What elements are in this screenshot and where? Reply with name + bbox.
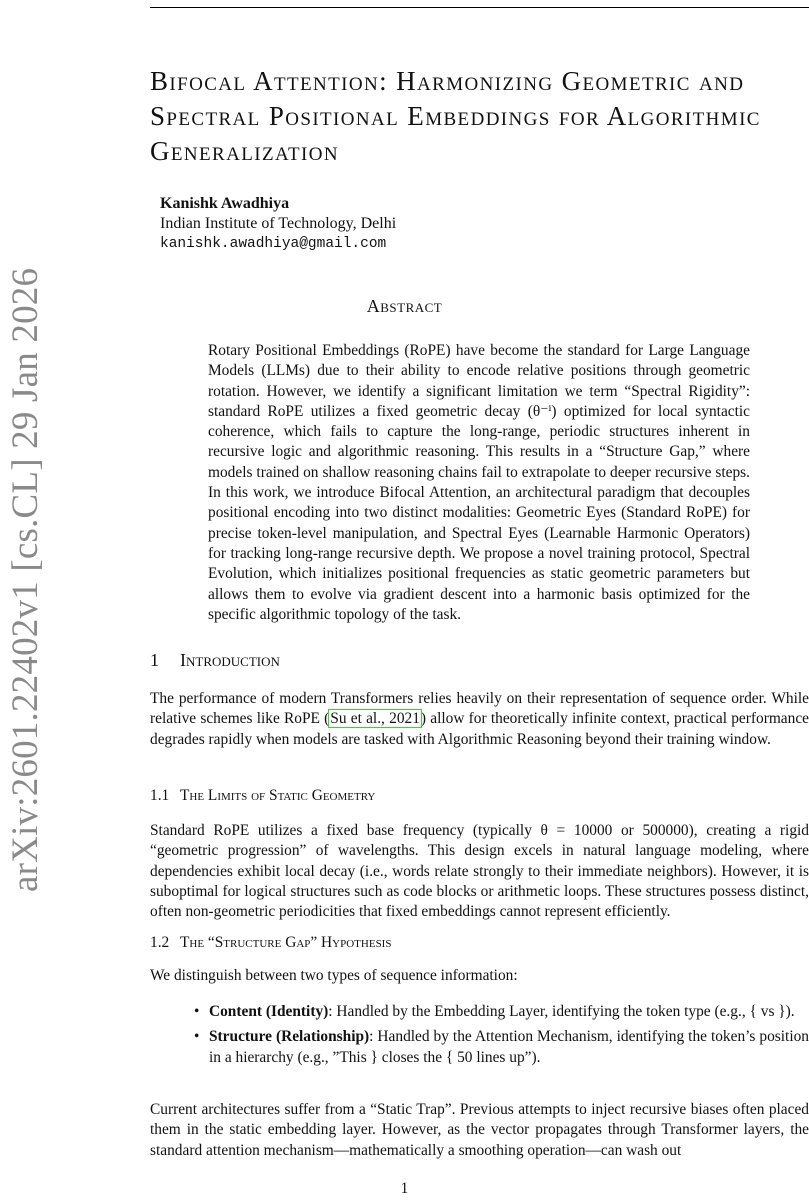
author-name: Kanishk Awadhiya [160, 195, 290, 212]
arxiv-identifier-stamp: arXiv:2601.22402v1 [cs.CL] 29 Jan 2026 [5, 267, 46, 892]
introduction-paragraph [150, 689, 809, 750]
structure-gap-bullets [150, 1002, 809, 1073]
header-rule [150, 7, 809, 8]
section-1-2-intro: We distinguish between two types of sequence information: [150, 967, 518, 984]
author-email[interactable]: kanishk.awadhiya@gmail.com [160, 236, 387, 252]
section-1-2-number: 1.2 [150, 934, 170, 951]
intro-text-after-cite: ) allow for theoretically infinite context, practical performance degrades rapidly when models are tasked with Algorithmic Reasoning beyond their training window. [150, 710, 809, 748]
section-1-1-heading [150, 787, 375, 805]
section-1-1-number: 1.1 [150, 787, 170, 804]
section-1-1-title: The Limits of Static Geometry [180, 787, 376, 804]
bullet-dot-icon: • [194, 1028, 200, 1046]
section-1-2-heading [150, 934, 391, 952]
section-1-number: 1 [150, 650, 159, 670]
abstract-heading: Abstract [366, 296, 443, 316]
section-1-1-paragraph: Standard RoPE utilizes a fixed base frequency (typically θ = 10000 or 500000), creating a rigid “geometric progression” of wavelengths. This design excels in natural language modeling, where dependencies exhibit local decay (i.e., words relate strongly to their immediate neighbors). However, it is suboptimal for logical structures such as code blocks or arithmetic loops. These structures possess distinct, often non-geometric periodicities that fixed embeddings cannot represent efficiently. [150, 822, 809, 921]
list-item [150, 1002, 809, 1022]
page-number: 1 [400, 1180, 409, 1197]
bullet-term: Structure (Relationship) [209, 1028, 370, 1046]
section-1-2-closing-paragraph: Current architectures suffer from a “Static Trap”. Previous attempts to inject recursive biases often placed them in the static embedding layer. However, as the vector propagates through Transformer layers, the standard attention mechanism—mathematically a smoothing operation—can wash out [150, 1101, 809, 1159]
list-item [150, 1027, 809, 1068]
intro-text-before-cite: The performance of modern Transformers relies heavily on their representation of sequence order. While relative schemes like RoPE ( [150, 690, 809, 728]
section-1-2-title: The “Structure Gap” Hypothesis [180, 934, 392, 951]
bullet-term: Content (Identity) [209, 1003, 329, 1020]
bullet-dot-icon: • [194, 1003, 200, 1020]
section-1-title: Introduction [180, 650, 280, 670]
abstract-text: Rotary Positional Embeddings (RoPE) have become the standard for Large Language Models (LLMs) due to their ability to encode relative positions through geometric rotation. However, we identify a significant limitation we term “Spectral Rigidity”: standard RoPE utilizes a fixed geometric decay (θ⁻ⁱ) optimized for local syntactic coherence, which fails to capture the long-range, periodic structures inherent in recursive logic and algorithmic reasoning. This results in a “Structure Gap,” where models trained on shallow reasoning chains fail to extrapolate to deeper recursive steps. In this work, we introduce Bifocal Attention, an architectural paradigm that decouples positional encoding into two distinct modalities: Geometric Eyes (Standard RoPE) for precise token-level manipulation, and Spectral Eyes (Learnable Harmonic Operators) for tracking long-range recursive depth. We propose a novel training protocol, Spectral Evolution, which initializes positional frequencies as static geometric parameters but allows them to evolve via gradient descent into a harmonic basis optimized for the specific algorithmic topology of the task. [208, 342, 750, 623]
section-1-heading [150, 650, 280, 671]
bullet-text: : Handled by the Attention Mechanism, identifying the token’s position in a hierarchy (e.g., ”This } closes the { 50 lines up”). [209, 1028, 809, 1066]
bullet-text: : Handled by the Embedding Layer, identifying the token type (e.g., { vs }). [328, 1003, 795, 1020]
author-affiliation: Indian Institute of Technology, Delhi [160, 215, 397, 232]
citation-link-su-2021[interactable]: Su et al., 2021 [330, 710, 420, 728]
paper-title: Bifocal Attention: Harmonizing Geometric and Spectral Positional Embeddings for Algorithmic Generalization [150, 66, 761, 166]
author-block [160, 194, 396, 254]
